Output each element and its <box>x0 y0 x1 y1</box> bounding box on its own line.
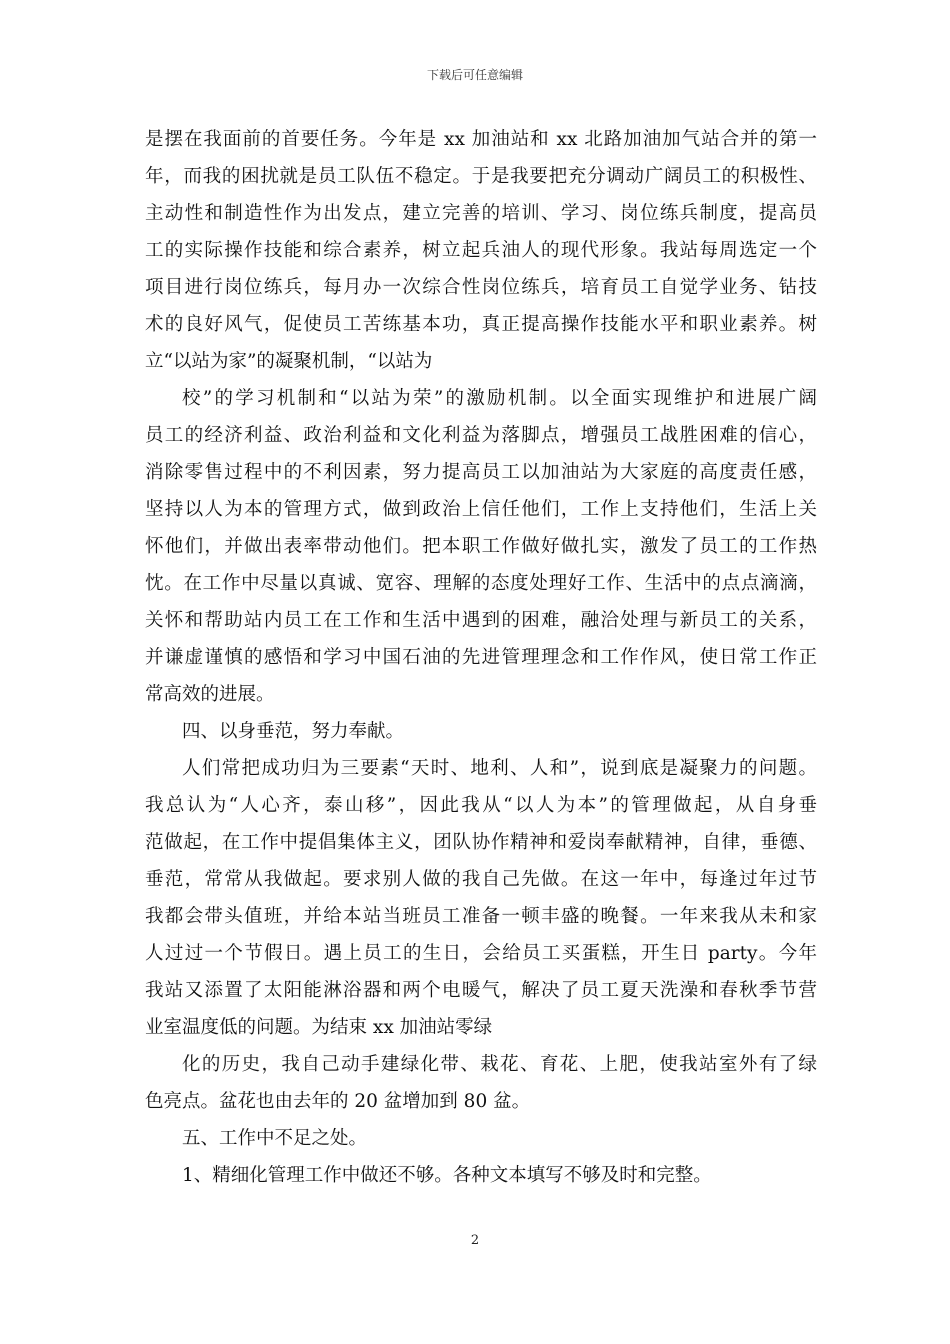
body-line: 色亮点。盆花也由去年的 20 盆增加到 80 盆。 <box>145 1091 531 1112</box>
list-item: 1、精细化管理工作中做还不够。各种文本填写不够及时和完整。 <box>182 1165 712 1186</box>
body-line: 是摆在我面前的首要任务。今年是 xx 加油站和 xx 北路加油加气站合并的第一 <box>145 129 817 150</box>
body-line: 人过过一个节假日。遇上员工的生日，会给员工买蛋糕，开生日 party。今年 <box>145 943 817 964</box>
body-line: 人们常把成功归为三要素“天时、地利、人和”，说到底是凝聚力的问题。 <box>182 758 817 779</box>
body-line: 垂范，常常从我做起。要求别人做的我自己先做。在这一年中，每逢过年过节 <box>145 869 817 890</box>
body-line: 怀他们，并做出表率带动他们。把本职工作做好做扎实，激发了员工的工作热 <box>145 536 817 557</box>
page-number: 2 <box>470 1233 480 1248</box>
body-line: 术的良好风气，促使员工苦练基本功，真正提高操作技能水平和职业素养。树 <box>145 314 817 335</box>
body-line: 校”的学习机制和“以站为荣”的激励机制。以全面实现维护和进展广阔 <box>182 388 817 409</box>
body-line: 我都会带头值班，并给本站当班员工准备一顿丰盛的晚餐。一年来我从未和家 <box>145 906 817 927</box>
body-line: 业室温度低的问题。为结束 xx 加油站零绿 <box>145 1017 493 1038</box>
body-line: 项目进行岗位练兵，每月办一次综合性岗位练兵，培育员工自觉学业务、钻技 <box>145 277 817 298</box>
body-line: 忱。在工作中尽量以真诚、宽容、理解的态度处理好工作、生活中的点点滴滴， <box>145 573 817 594</box>
section-heading: 四、以身垂范，努力奉献。 <box>182 721 405 742</box>
document-body <box>145 121 817 1194</box>
body-line: 消除零售过程中的不利因素，努力提高员工以加油站为大家庭的高度责任感， <box>145 462 817 483</box>
body-line: 员工的经济利益、政治利益和文化利益为落脚点，增强员工战胜困难的信心， <box>145 425 817 446</box>
body-line: 常高效的进展。 <box>145 684 275 705</box>
page-header: 下载后可任意编辑 <box>426 68 523 82</box>
body-line: 年，而我的困扰就是员工队伍不稳定。于是我要把充分调动广阔员工的积极性、 <box>145 166 817 187</box>
body-line: 关怀和帮助站内员工在工作和生活中遇到的困难，融洽处理与新员工的关系， <box>145 610 817 631</box>
body-line: 我站又添置了太阳能淋浴器和两个电暖气，解决了员工夏天洗澡和春秋季节营 <box>145 980 817 1001</box>
body-line: 立“以站为家”的凝聚机制，“以站为 <box>145 351 433 372</box>
section-heading: 五、工作中不足之处。 <box>182 1128 368 1149</box>
body-line: 主动性和制造性作为出发点，建立完善的培训、学习、岗位练兵制度，提高员 <box>145 203 817 224</box>
body-line: 工的实际操作技能和综合素养，树立起兵油人的现代形象。我站每周选定一个 <box>145 240 817 261</box>
body-line: 我总认为“人心齐，泰山移”，因此我从“以人为本”的管理做起，从自身垂 <box>145 795 817 816</box>
body-line: 化的历史，我自己动手建绿化带、栽花、育花、上肥，使我站室外有了绿 <box>182 1054 817 1075</box>
body-line: 并谦虚谨慎的感悟和学习中国石油的先进管理理念和工作作风，使日常工作正 <box>145 647 817 668</box>
body-line: 坚持以人为本的管理方式，做到政治上信任他们，工作上支持他们，生活上关 <box>145 499 817 520</box>
body-line: 范做起，在工作中提倡集体主义，团队协作精神和爱岗奉献精神，自律，垂德、 <box>145 832 817 853</box>
